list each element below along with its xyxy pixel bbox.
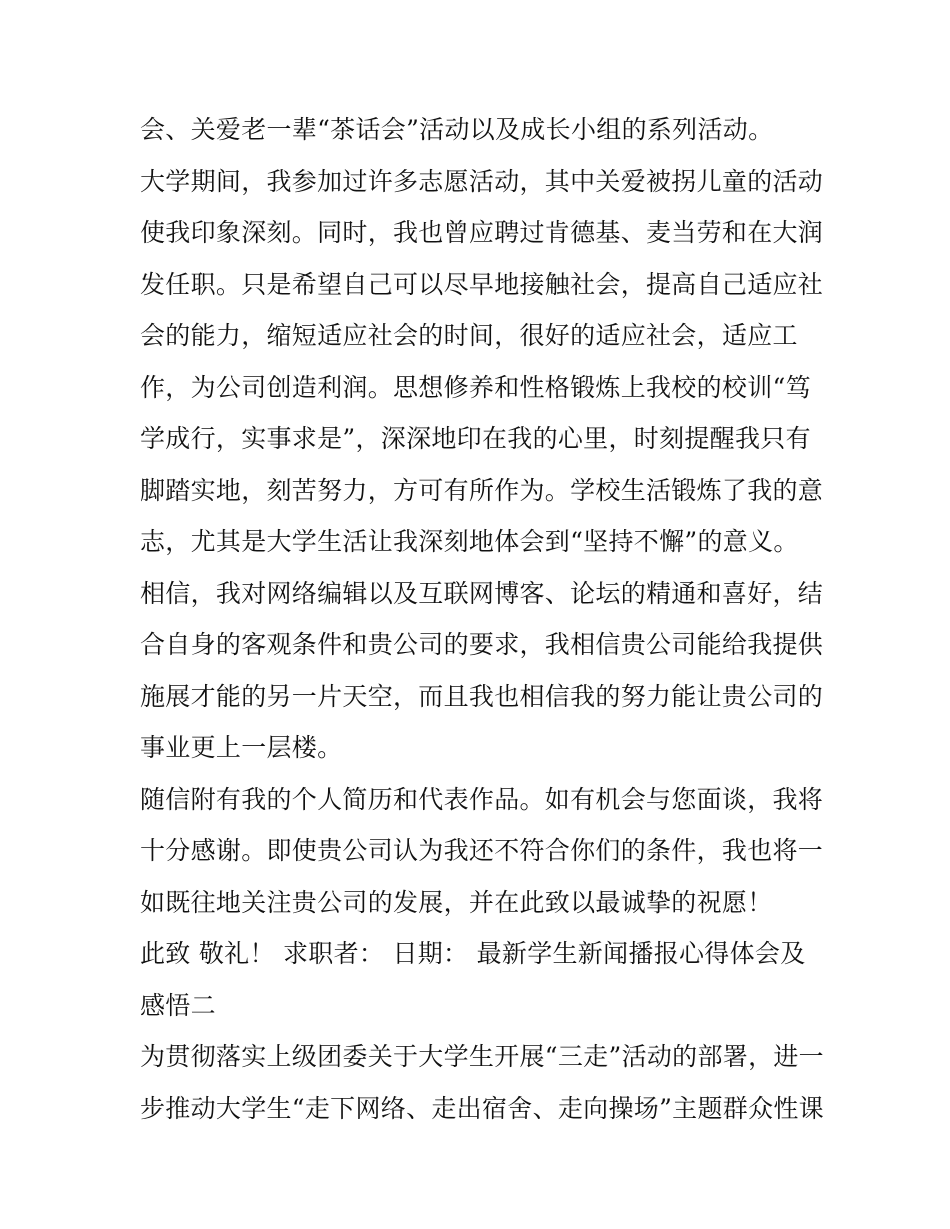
text-line: 会的能力，缩短适应社会的时间，很好的适应社会，适应工 [140,321,798,350]
text-line: 使我印象深刻。同时，我也曾应聘过肯德基、麦当劳和在大润 [140,218,824,247]
text-line: 随信附有我的个人简历和代表作品。如有机会与您面谈，我将 [140,784,824,814]
text-line: 如既往地关注贵公司的发展，并在此致以最诚挚的祝愿！ [140,887,773,917]
text-line: 相信，我对网络编辑以及互联网博客、论坛的精通和喜好，结 [140,578,824,608]
text-line: 施展才能的另一片天空，而且我也相信我的努力能让贵公司的 [140,681,824,711]
text-line: 合自身的客观条件和贵公司的要求，我相信贵公司能给我提供 [140,630,824,659]
text-line: 步推动大学生“走下网络、走出宿舍、走向操场”主题群众性课 [140,1093,824,1123]
text-line: 发任职。只是希望自己可以尽早地接触社会，提高自己适应社 [140,269,824,299]
text-line: 作，为公司创造利润。思想修养和性格锻炼上我校的校训“笃 [140,372,811,402]
text-line: 十分感谢。即使贵公司认为我还不符合你们的条件，我也将一 [140,836,824,865]
text-line: 学成行，实事求是”，深深地印在我的心里，时刻提醒我只有 [140,424,811,453]
text-line: 事业更上一层楼。 [140,733,343,762]
body-text [140,104,824,1134]
text-line: 为贯彻落实上级团委关于大学生开展“三走”活动的部署，进一 [140,1042,824,1071]
text-line: 会、关爱老一辈“茶话会”活动以及成长小组的系列活动。 [140,115,774,144]
text-line: 脚踏实地，刻苦努力，方可有所作为。学校生活锻炼了我的意 [140,475,824,505]
text-line: 志，尤其是大学生活让我深刻地体会到“坚持不懈”的意义。 [140,527,799,556]
text-line: 此致 敬礼！ 求职者： 日期： 最新学生新闻播报心得体会及 [140,939,806,968]
text-line: 大学期间，我参加过许多志愿活动，其中关爱被拐儿童的活动 [140,166,824,196]
text-line: 感悟二 [140,990,216,1020]
